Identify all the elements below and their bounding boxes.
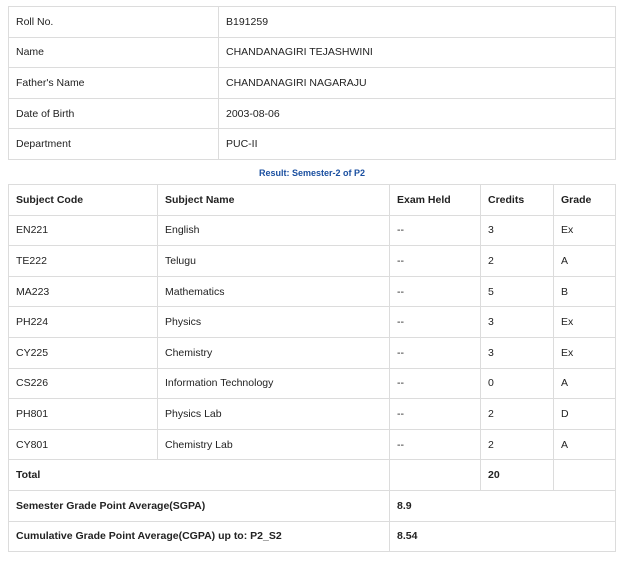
table-row <box>9 307 616 338</box>
grades-table <box>8 184 616 552</box>
header-grade: Grade <box>554 185 616 216</box>
subject-name: Physics <box>158 307 390 338</box>
total-credits: 20 <box>481 460 554 491</box>
exam-held: -- <box>390 307 481 338</box>
info-row-dob <box>9 98 616 129</box>
cgpa-value: 8.54 <box>390 521 616 552</box>
subject-name: Chemistry <box>158 337 390 368</box>
credits: 3 <box>481 307 554 338</box>
total-blank <box>554 460 616 491</box>
exam-held: -- <box>390 368 481 399</box>
subject-code: PH224 <box>9 307 158 338</box>
exam-held: -- <box>390 215 481 246</box>
sgpa-label: Semester Grade Point Average(SGPA) <box>9 490 390 521</box>
table-row <box>9 429 616 460</box>
total-label: Total <box>9 460 390 491</box>
info-value: CHANDANAGIRI NAGARAJU <box>219 68 616 99</box>
total-row <box>9 460 616 491</box>
grade: B <box>554 276 616 307</box>
grade: Ex <box>554 307 616 338</box>
sgpa-value: 8.9 <box>390 490 616 521</box>
exam-held: -- <box>390 429 481 460</box>
subject-name: Physics Lab <box>158 399 390 430</box>
header-exam-held: Exam Held <box>390 185 481 216</box>
header-subject-code: Subject Code <box>9 185 158 216</box>
grade: Ex <box>554 337 616 368</box>
exam-held: -- <box>390 246 481 277</box>
subject-code: MA223 <box>9 276 158 307</box>
table-row <box>9 246 616 277</box>
info-value: B191259 <box>219 7 616 38</box>
grade: A <box>554 429 616 460</box>
info-label: Father's Name <box>9 68 219 99</box>
credits: 0 <box>481 368 554 399</box>
subject-name: Mathematics <box>158 276 390 307</box>
table-row <box>9 399 616 430</box>
exam-held: -- <box>390 399 481 430</box>
info-label: Department <box>9 129 219 160</box>
info-row-name <box>9 37 616 68</box>
info-row-father <box>9 68 616 99</box>
info-label: Name <box>9 37 219 68</box>
info-row-department <box>9 129 616 160</box>
student-info-table <box>8 6 616 160</box>
subject-code: PH801 <box>9 399 158 430</box>
cgpa-label: Cumulative Grade Point Average(CGPA) up to: P2_S2 <box>9 521 390 552</box>
info-label: Date of Birth <box>9 98 219 129</box>
credits: 5 <box>481 276 554 307</box>
subject-name: Information Technology <box>158 368 390 399</box>
credits: 3 <box>481 337 554 368</box>
table-row <box>9 215 616 246</box>
grade: A <box>554 246 616 277</box>
credits: 2 <box>481 246 554 277</box>
info-label: Roll No. <box>9 7 219 38</box>
info-value: PUC-II <box>219 129 616 160</box>
subject-name: Telugu <box>158 246 390 277</box>
cgpa-row <box>9 521 616 552</box>
credits: 2 <box>481 399 554 430</box>
table-row <box>9 368 616 399</box>
subject-name: English <box>158 215 390 246</box>
subject-name: Chemistry Lab <box>158 429 390 460</box>
result-title: Result: Semester-2 of P2 <box>258 168 366 178</box>
grade: Ex <box>554 215 616 246</box>
header-subject-name: Subject Name <box>158 185 390 216</box>
subject-code: CY225 <box>9 337 158 368</box>
info-value: 2003-08-06 <box>219 98 616 129</box>
exam-held: -- <box>390 276 481 307</box>
table-row <box>9 276 616 307</box>
subject-code: EN221 <box>9 215 158 246</box>
subject-code: TE222 <box>9 246 158 277</box>
subject-code: CY801 <box>9 429 158 460</box>
exam-held: -- <box>390 337 481 368</box>
sgpa-row <box>9 490 616 521</box>
credits: 3 <box>481 215 554 246</box>
credits: 2 <box>481 429 554 460</box>
header-credits: Credits <box>481 185 554 216</box>
info-row-roll <box>9 7 616 38</box>
grades-header-row <box>9 185 616 216</box>
grade: D <box>554 399 616 430</box>
total-blank <box>390 460 481 491</box>
subject-code: CS226 <box>9 368 158 399</box>
info-value: CHANDANAGIRI TEJASHWINI <box>219 37 616 68</box>
grade: A <box>554 368 616 399</box>
table-row <box>9 337 616 368</box>
